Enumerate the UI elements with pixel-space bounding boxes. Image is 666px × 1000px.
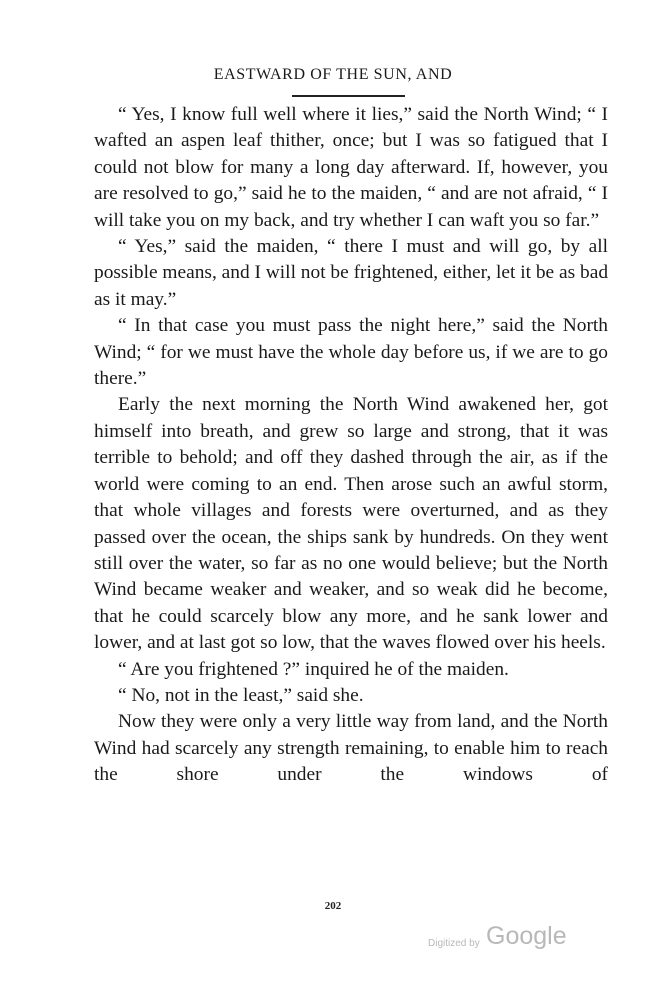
digitized-watermark [428,922,588,956]
paragraph: “ Yes, I know full well where it lies,” said the North Wind; “ I wafted an aspen leaf thither, once; but I was so fatigued that I could not blow for many a long day afterward. If, however, you are resolved to go,” said he to the maiden, “ and are not afraid, “ I will take you on my back, and try whether I can waft you so far.” [94,104,608,231]
paragraph: Now they were only a very little way from land, and the North Wind had scarcely any strength remaining, to enable him to reach the shore under the windows of [94,711,608,786]
paragraph: “ No, not in the least,” said she. [118,684,364,706]
paragraph: “ In that case you must pass the night here,” said the North Wind; “ for we must have the whole day before us, if we are to go there.” [94,315,608,390]
running-head: EASTWARD OF THE SUN, AND [213,66,453,83]
watermark-prefix: Digitized by [428,938,480,949]
google-logo: Google [486,922,567,950]
paragraph: “ Are you frightened ?” inquired he of the maiden. [118,658,509,680]
paragraph: Early the next morning the North Wind awakened her, got himself into breath, and grew so large and strong, that it was terrible to behold; and off they dashed through the air, as if the world were coming to an end. Then arose such an awful storm, that whole villages and forests were overturned, and as they passed over the ocean, the ships sank by hundreds. On they went still over the water, so far as no one would believe; but the North Wind became weaker and weaker, and so weak did he become, that he could scarcely blow any more, and he sank lower and lower, and at last got so low, that the waves flowed over his heels. [94,394,608,654]
page-number: 202 [324,900,342,912]
paragraph: “ Yes,” said the maiden, “ there I must and will go, by all possible means, and I will not be frightened, either, let it be as bad as it may.” [94,236,609,310]
header-rule [292,95,405,97]
body-text [94,102,608,789]
